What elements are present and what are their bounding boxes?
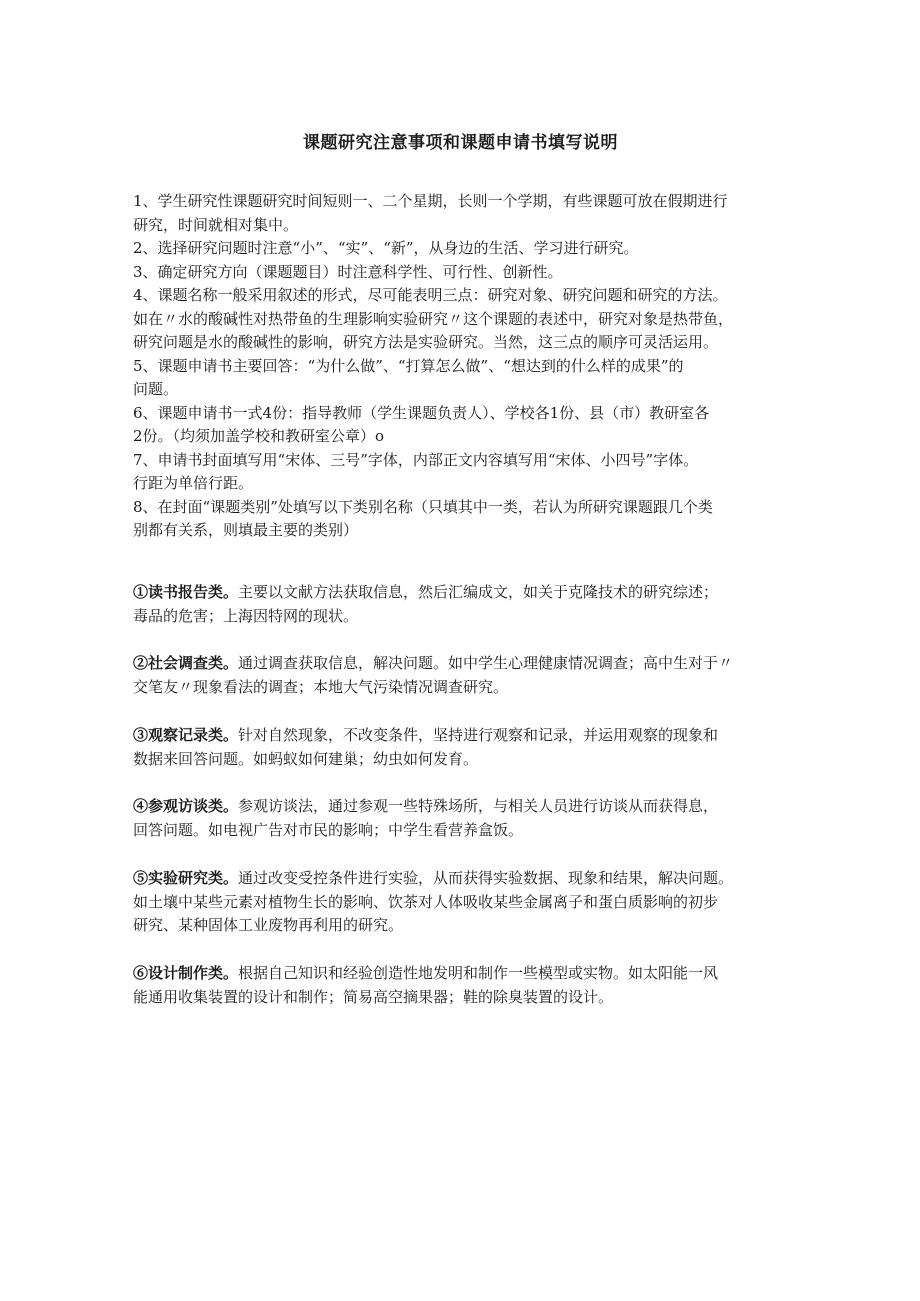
- category-text: 参观访谈法，通过参观一些特殊场所，与相关人员进行访谈从而获得息，: [238, 797, 719, 815]
- note-line: 6、课题申请书一式4份：指导教师（学生课题负责人）、学校各1份、县（市）教研室各: [133, 403, 710, 422]
- category-text: 回答问题。如电视广告对市民的影响；中学生看营养盒饭。: [133, 820, 524, 839]
- category-name: ⑥设计制作类。: [133, 964, 239, 982]
- category-social-survey: [133, 652, 823, 699]
- note-item: [133, 496, 823, 543]
- note-item: [133, 449, 823, 496]
- document-title: 课题研究注意事项和课题申请书填写说明: [303, 133, 618, 153]
- category-observation-record: [133, 724, 823, 771]
- category-name: ⑤实验研究类。: [133, 869, 239, 887]
- note-line: 别都有关系，则填最主要的类别）: [133, 521, 359, 539]
- category-text: 数据来回答问题。如蚂蚁如何建巢；幼虫如何发育。: [133, 749, 479, 768]
- note-item: [133, 237, 823, 261]
- category-name: ①读书报告类。: [133, 583, 239, 601]
- note-item: [133, 284, 823, 355]
- category-name: ③观察记录类。: [133, 726, 239, 744]
- category-text: 主要以文献方法获取信息，然后汇编成文，如关于克隆技术的研究综述；: [238, 583, 719, 601]
- note-line: 2份。（均须加盖学校和教研室公章）o: [133, 427, 385, 445]
- category-name: ④参观访谈类。: [133, 797, 239, 815]
- note-item: [133, 190, 823, 237]
- category-visit-interview: [133, 795, 823, 842]
- notes-list: [133, 190, 823, 543]
- category-name: ②社会调查类。: [133, 654, 239, 672]
- note-line: 1、学生研究性课题研究时间短则一、二个星期，长则一个学期，有些课题可放在假期进行: [133, 192, 728, 210]
- note-line: 2、选择研究问题时注意“小”、“实”、“新”，从身边的生活、学习进行研究。: [133, 239, 639, 257]
- note-item: [133, 261, 823, 285]
- category-text: 能通用收集装置的设计和制作；简易高空摘果器；鞋的除臭装置的设计。: [133, 987, 614, 1006]
- note-line: 研究问题是水的酸碱性的影响，研究方法是实验研究。当然，这三点的顺序可灵活运用。: [133, 333, 719, 351]
- category-text: 研究、某种固体工业废物再利用的研究。: [133, 916, 404, 934]
- note-line: 4、课题名称一般采用叙述的形式，尽可能表明三点：研究对象、研究问题和研究的方法。: [133, 286, 728, 304]
- note-line: 行距为单倍行距。: [133, 474, 254, 492]
- note-line: 3、确定研究方向（课题题目）时注意科学性、可行性、创新性。: [133, 262, 563, 281]
- note-item: [133, 355, 823, 402]
- note-item: [133, 402, 823, 449]
- category-design-make: [133, 962, 823, 1009]
- category-text: 针对自然现象，不改变条件，坚持进行观察和记录，并运用观察的现象和: [238, 726, 719, 744]
- category-text: 通过改变受控条件进行实验，从而获得实验数据、现象和结果，解决问题。: [238, 869, 734, 887]
- note-line: 研究，时间就相对集中。: [133, 215, 299, 234]
- note-line: 8、在封面“课题类别”处填写以下类别名称（只填其中一类，若认为所研究课题跟几个类: [133, 497, 713, 516]
- category-reading-report: [133, 581, 823, 628]
- category-text: 根据自己知识和经验创造性地发明和制作一些模型或实物。如太阳能一风: [238, 964, 719, 982]
- category-text: 如土壤中某些元素对植物生长的影响、饮茶对人体吸收某些金属离子和蛋白质影响的初步: [133, 892, 719, 911]
- note-line: 5、课题申请书主要回答：“为什么做”、“打算怎么做”、“想达到的什么样的成果”的: [133, 356, 684, 375]
- category-text: 交笔友〃现象看法的调查；本地大气污染情况调查研究。: [133, 677, 509, 696]
- note-line: 如在〃水的酸碱性对热带鱼的生理影响实验研究〃这个课题的表述中，研究对象是热带鱼，: [133, 309, 734, 328]
- category-text: 毒品的危害；上海因特网的现状。: [133, 606, 359, 625]
- note-line: 问题。: [133, 380, 179, 398]
- category-experiment-research: [133, 867, 823, 938]
- note-line: 7、申请书封面填写用“宋体、三号”字体，内部正文内容填写用“宋体、小四号”字体。: [133, 450, 699, 469]
- category-text: 通过调查获取信息，解决问题。如中学生心理健康情况调查；高中生对于〃: [238, 654, 734, 672]
